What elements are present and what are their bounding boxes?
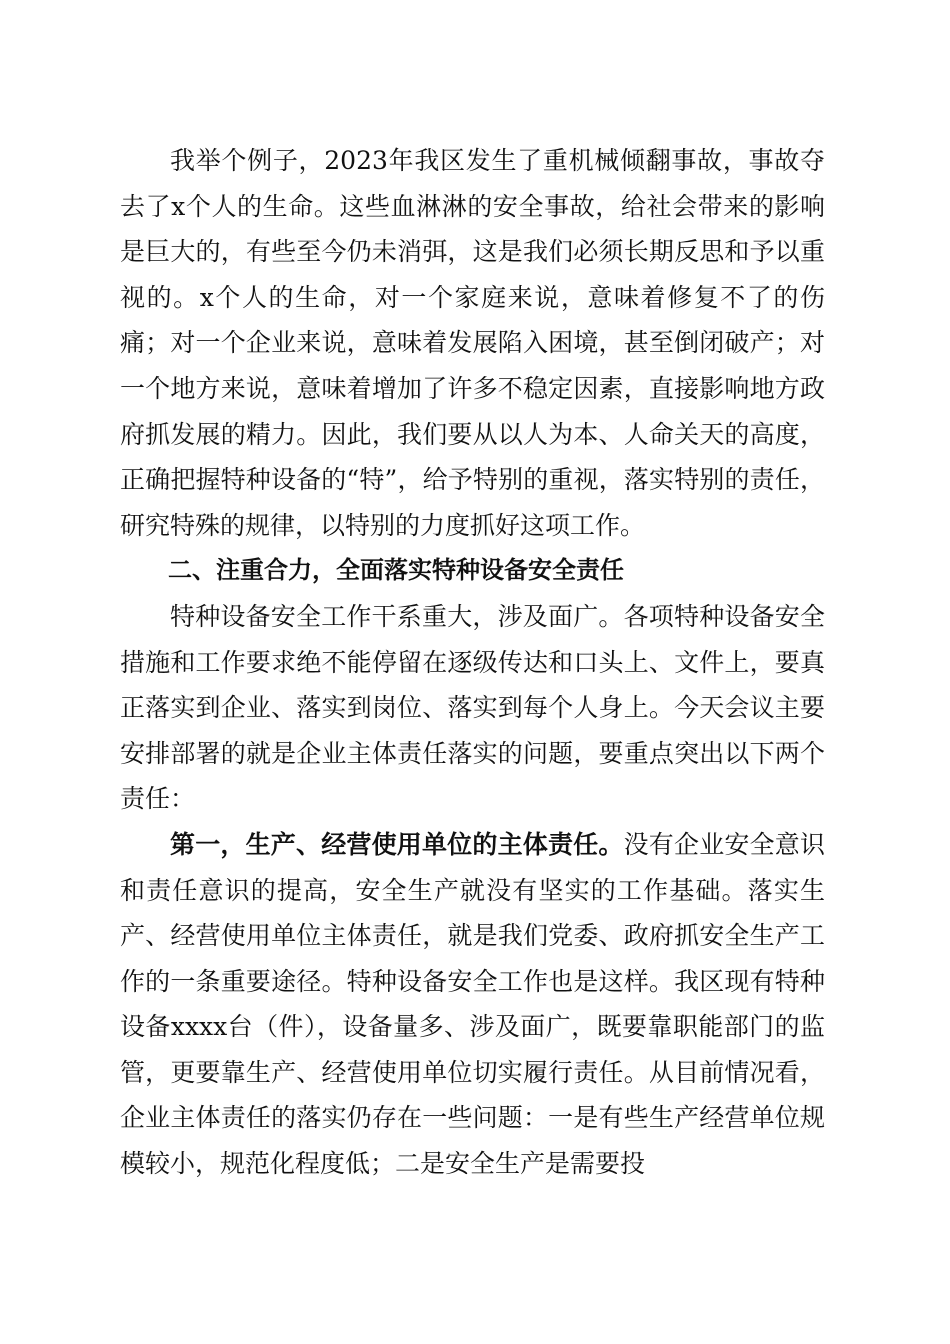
paragraph-body-text: 没有企业安全意识和责任意识的提高，安全生产就没有坚实的工作基础。落实生产、经营使用单位主体责任，就是我们党委、政府抓安全生产工作的一条重要途径。特种设备安全工作也是这样。我区现有特种设备xxxx台（件），设备量多、涉及面广，既要靠职能部门的监管，更要靠生产、经营使用单位切实履行责任。从目前情况看，企业主体责任的落实仍存在一些问题：一是有些生产经营单位规模较小，规范化程度低；二是安全生产是需要投: [120, 829, 825, 1179]
paragraph-accident-example: 我举个例子，2023年我区发生了重机械倾翻事故，事故夺去了x个人的生命。这些血淋淋的安全事故，给社会带来的影响是巨大的，有些至今仍未消弭，这是我们必须长期反思和予以重视的。x个人的生命，对一个家庭来说，意味着修复不了的伤痛；对一个企业来说，意味着发展陷入困境，甚至倒闭破产；对一个地方来说，意味着增加了许多不稳定因素，直接影响地方政府抓发展的精力。因此，我们要从以人为本、人命关天的高度，正确把握特种设备的“特”，给予特别的重视，落实特别的责任，研究特殊的规律，以特别的力度抓好这项工作。: [120, 146, 825, 540]
paragraph-responsibility-intro: 特种设备安全工作干系重大，涉及面广。各项特种设备安全措施和工作要求绝不能停留在逐级传达和口头上、文件上，要真正落实到企业、落实到岗位、落实到每个人身上。今天会议主要安排部署的就是企业主体责任落实的问题，要重点突出以下两个责任：: [120, 601, 825, 814]
paragraph-lead-sentence: 第一，生产、经营使用单位的主体责任。: [170, 829, 624, 859]
section-heading: 二、注重合力，全面落实特种设备安全责任: [168, 556, 624, 585]
document-body: [120, 138, 825, 1187]
paragraph-primary-responsibility: [120, 822, 825, 1187]
